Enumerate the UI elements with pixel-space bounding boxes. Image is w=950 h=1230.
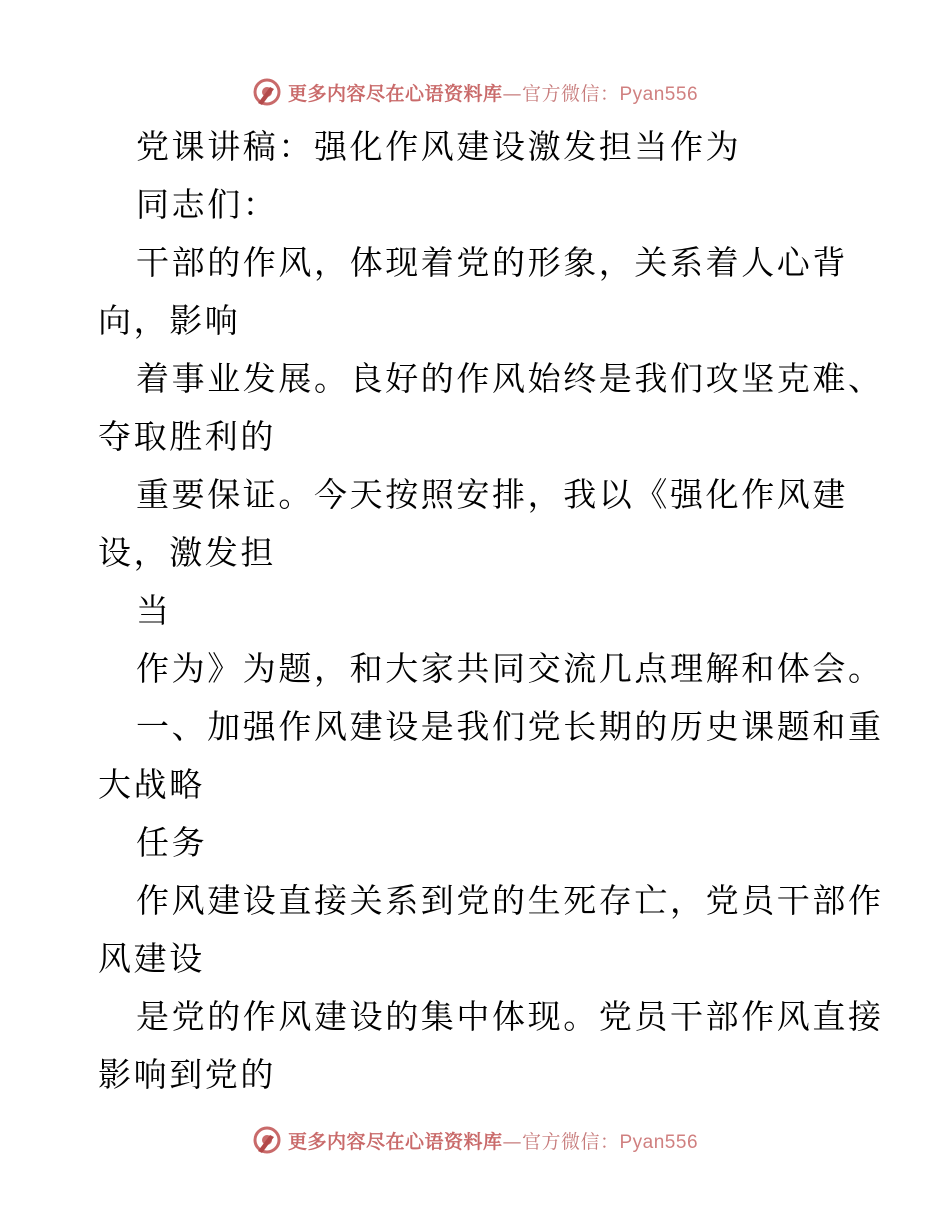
salutation: 同志们： bbox=[136, 185, 279, 224]
pen-logo-icon bbox=[252, 1125, 282, 1155]
banner-contact-label: 官方微信： bbox=[521, 1130, 620, 1153]
banner-contact-label: 官方微信： bbox=[521, 82, 620, 105]
banner-text bbox=[288, 1127, 698, 1154]
section-heading: 一、加强作风建设是我们党长期的历史课题和重 bbox=[136, 707, 884, 746]
body-line: 夺取胜利的 bbox=[98, 417, 276, 456]
body-line: 设，激发担 bbox=[98, 533, 276, 572]
body-line: 风建设 bbox=[98, 939, 205, 978]
body-line: 重要保证。今天按照安排，我以《强化作风建 bbox=[136, 475, 848, 514]
footer-banner bbox=[0, 1120, 950, 1160]
banner-contact-id: Pyan556 bbox=[619, 1131, 699, 1153]
document-title: 党课讲稿：强化作风建设激发担当作为 bbox=[136, 127, 742, 166]
banner-contact-id: Pyan556 bbox=[619, 83, 699, 105]
header-banner bbox=[0, 72, 950, 112]
banner-separator: — bbox=[502, 1130, 522, 1153]
banner-text bbox=[288, 79, 698, 106]
body-line: 向，影响 bbox=[98, 301, 241, 340]
section-heading-cont: 大战略 bbox=[98, 765, 205, 804]
banner-separator: — bbox=[502, 82, 522, 105]
document-body bbox=[98, 118, 884, 1104]
section-heading-cont: 任务 bbox=[136, 823, 208, 862]
banner-brand: 更多内容尽在心语资料库 bbox=[287, 82, 503, 105]
body-line: 是党的作风建设的集中体现。党员干部作风直接 bbox=[136, 997, 884, 1036]
body-line: 着事业发展。良好的作风始终是我们攻坚克难、 bbox=[136, 359, 884, 398]
body-line: 影响到党的 bbox=[98, 1055, 276, 1094]
body-line: 作为》为题，和大家共同交流几点理解和体会。 bbox=[136, 649, 884, 688]
body-line: 作风建设直接关系到党的生死存亡，党员干部作 bbox=[136, 881, 884, 920]
banner-brand: 更多内容尽在心语资料库 bbox=[287, 1130, 503, 1153]
body-line: 当 bbox=[136, 591, 172, 630]
pen-logo-icon bbox=[252, 77, 282, 107]
body-line: 干部的作风，体现着党的形象，关系着人心背 bbox=[136, 243, 848, 282]
